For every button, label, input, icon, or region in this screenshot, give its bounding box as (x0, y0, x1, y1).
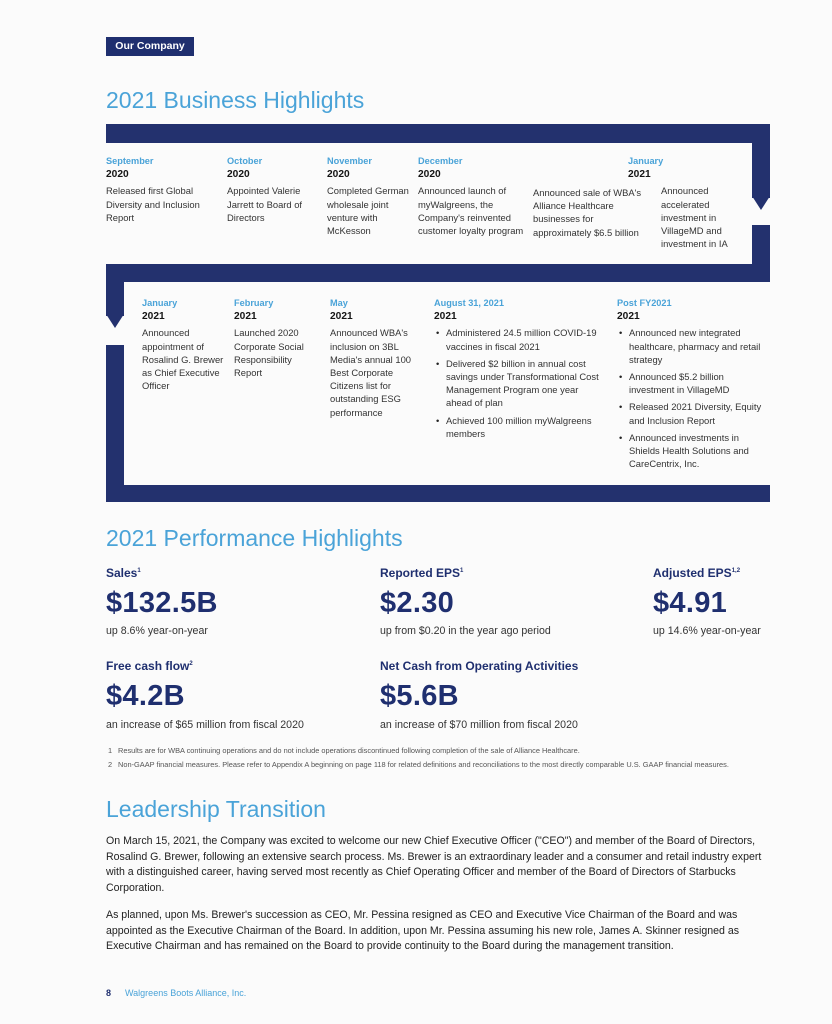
event-nov-2020 (327, 155, 412, 237)
kpi-label-text: Sales (106, 566, 138, 580)
kpi-label-text: Free cash flow (106, 659, 190, 673)
event-month: January (628, 156, 664, 166)
event-bullet: • Achieved 100 million myWalgreens members (446, 414, 604, 440)
event-month: November (327, 156, 372, 166)
event-month: October (227, 156, 263, 166)
kpi-adjusted-eps-label (653, 566, 740, 580)
kpi-sales-note: up 8.6% year-on-year (106, 625, 208, 637)
kpi-label-text: Adjusted EPS (653, 566, 732, 580)
event-text: Appointed Valerie Jarrett to Board of Directors (227, 185, 303, 223)
event-post-fy2021 (617, 297, 767, 474)
event-bullet: • Delivered $2 billion in annual cost savings under Transformational Cost Management Program one year ahead of plan (446, 357, 604, 410)
business-highlights-title: 2021 Business Highlights (106, 87, 365, 113)
event-bullet: • Announced new integrated healthcare, pharmacy and retail strategy (629, 326, 767, 366)
event-month: August 31, 2021 (434, 298, 504, 308)
event-text: Announced sale of WBA's Alliance Healthcare businesses for approximately $6.5 billion (533, 187, 642, 238)
event-year: 2021 (434, 311, 457, 323)
event-month: January (142, 298, 178, 308)
kpi-sales-label (106, 566, 141, 580)
event-year: 2021 (628, 169, 651, 181)
kpi-fcf-note: an increase of $65 million from fiscal 2020 (106, 719, 304, 731)
leadership-paragraph-1: On March 15, 2021, the Company was excited to welcome our new Chief Executive Officer ("CEO") and member of the Board of Directors, Rosalind G. Brewer, following an extensive search process. Ms. Brewer is an extraordinary leader and a consumer and retail industry expert with a distinguished career, having served most recently as Chief Operating Officer and member of the Board of Directors of Starbucks Corporation. (106, 835, 762, 894)
kpi-label-text: Reported EPS (380, 566, 461, 580)
kpi-reported-eps-value: $2.30 (380, 587, 455, 619)
footnote-text: Non-GAAP financial measures. Please refer to Appendix A beginning on page 118 for related definitions and reconciliations to the most directly comparable U.S. GAAP financial measures. (118, 760, 729, 769)
event-month: May (330, 298, 348, 308)
footnote-text: Results are for WBA continuing operations and do not include operations discontinued following completion of the sale of Alliance Healthcare. (118, 746, 580, 755)
footnote-1: 1 Results are for WBA continuing operations and do not include operations discontinued following completion of the sale of Alliance Healthcare. (108, 746, 580, 755)
event-text: Announced WBA's inclusion on 3BL Media's annual 100 Best Corporate Citizens list for outstanding ESG performance (330, 327, 412, 418)
event-text: Completed German wholesale joint venture with McKesson (327, 185, 409, 237)
kpi-fcf-value: $4.2B (106, 680, 185, 712)
kpi-sup: 1 (460, 568, 464, 574)
event-jan-2021-ceo (142, 297, 224, 392)
event-year: 2020 (418, 169, 441, 181)
kpi-net-cash-value: $5.6B (380, 680, 459, 712)
page-number: 8 (106, 988, 112, 998)
kpi-fcf-label (106, 659, 193, 673)
event-may-2021 (330, 297, 425, 419)
event-aug-2021 (434, 297, 604, 444)
performance-highlights-title: 2021 Performance Highlights (106, 525, 403, 551)
kpi-adjusted-eps-note: up 14.6% year-on-year (653, 625, 761, 637)
event-dec-2020-loyalty (418, 155, 526, 237)
event-month: February (234, 298, 274, 308)
timeline-arrow-down-1 (750, 196, 772, 212)
kpi-net-cash-note: an increase of $70 million from fiscal 2020 (380, 719, 578, 731)
kpi-reported-eps-label (380, 566, 463, 580)
kpi-label-text: Net Cash from Operating Activities (380, 659, 579, 673)
event-month: Post FY2021 (617, 298, 672, 308)
leadership-transition-title: Leadership Transition (106, 796, 326, 822)
footnote-2: 2 Non-GAAP financial measures. Please refer to Appendix A beginning on page 118 for related definitions and reconciliations to the most directly comparable U.S. GAAP financial measures. (108, 760, 729, 769)
event-text: Launched 2020 Corporate Social Responsibility Report (234, 327, 304, 379)
kpi-sup: 1 (137, 568, 141, 574)
kpi-reported-eps-note: up from $0.20 in the year ago period (380, 625, 551, 637)
page-footer (106, 988, 246, 998)
event-year: 2021 (142, 311, 165, 323)
kpi-sup: 1,2 (731, 568, 741, 574)
event-text: Announced launch of myWalgreens, the Company's reinvented customer loyalty program (418, 185, 524, 237)
event-month: December (418, 156, 463, 166)
event-text: Released first Global Diversity and Inclusion Report (106, 185, 200, 223)
event-feb-2021 (234, 297, 319, 379)
footer-company: Walgreens Boots Alliance, Inc. (125, 988, 247, 998)
kpi-net-cash-label (380, 659, 578, 673)
event-year: 2020 (227, 169, 250, 181)
event-year: 2021 (234, 311, 257, 323)
kpi-adjusted-eps-value: $4.91 (653, 587, 728, 619)
event-bullet: • Announced investments in Shields Health Solutions and CareCentrix, Inc. (629, 431, 767, 471)
section-tag: Our Company (106, 37, 194, 56)
event-bullet: • Released 2021 Diversity, Equity and Inclusion Report (629, 400, 767, 426)
event-bullet: • Announced $5.2 billion investment in VillageMD (629, 370, 767, 396)
event-month: September (106, 156, 154, 166)
event-oct-2020 (227, 155, 317, 224)
kpi-sup: 2 (189, 661, 193, 667)
event-year: 2021 (617, 311, 640, 323)
event-bullet: • Administered 24.5 million COVID-19 vaccines in fiscal 2021 (446, 326, 604, 352)
event-year: 2021 (330, 311, 353, 323)
event-jan-2021-villagemd (628, 155, 743, 250)
timeline-arrow-down-2 (104, 314, 126, 330)
event-year: 2020 (327, 169, 350, 181)
event-text: Announced accelerated investment in VillageMD and investment in IA (661, 185, 728, 250)
leadership-paragraph-2: As planned, upon Ms. Brewer's succession as CEO, Mr. Pessina resigned as CEO and Executive Vice Chairman of the Board and was appointed as the Executive Chairman of the Board. In addition, upon Mr. Pessina assuming his new role, James A. Skinner resigned as Executive Chairman and has remained on the Board to provide continuity to the Board during the management transition. (106, 909, 740, 953)
event-sep-2020 (106, 155, 216, 224)
event-year: 2020 (106, 169, 129, 181)
kpi-sales-value: $132.5B (106, 587, 218, 619)
event-text: Announced appointment of Rosalind G. Brewer as Chief Executive Officer (142, 327, 224, 392)
